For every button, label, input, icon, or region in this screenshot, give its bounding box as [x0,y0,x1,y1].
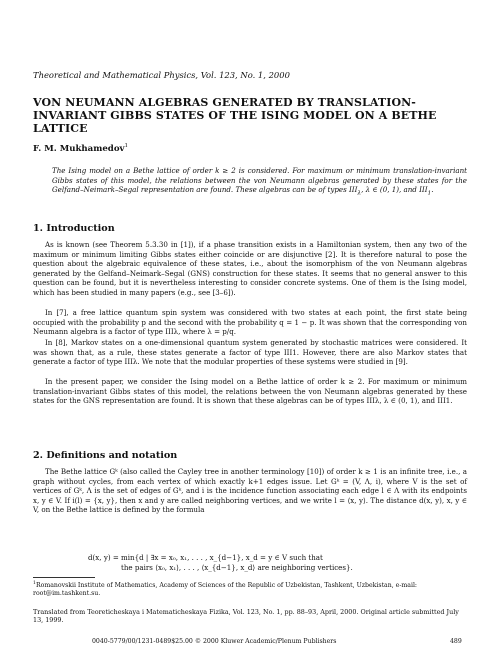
author-line [33,143,128,154]
abstract-end: . [431,185,434,195]
footnote-text: Romanovskii Institute of Mathematics, Academy of Sciences of the Republic of Uzbekistan, Tashkent, Uzbekistan, e-mail: root@im.tashkent.su. [33,582,418,598]
journal-header: Theoretical and Mathematical Physics, Vol. 123, No. 1, 2000 [33,70,290,80]
section-heading-definitions: 2. Definitions and notation [33,450,178,461]
footnote-divider [33,577,95,578]
paragraph-intro-2: In [7], a free lattice quantum spin system was considered with two states at each point, the first state being occupied with the probability p and the second with the probability q = 1 − p. It was shown that the corresponding von Neumann algebra is a factor of type IIIλ, where λ = p/q. [33,308,467,337]
distance-formula-line-2: the pairs ⟨x₀, x₁⟩, . . . , ⟨x_{d−1}, x_d⟩ are neighboring vertices}. [121,563,353,572]
footnote-mark: 1 [33,581,36,586]
distance-formula-line-1: d(x, y) = min{d | ∃x = x₀, x₁, . . . , x_{d−1}, x_d = y ∈ V such that [88,553,323,562]
translation-note: Translated from Teoreticheskaya i Matematicheskaya Fizika, Vol. 123, No. 1, pp. 88–93, April, 2000. Original article submitted July 13, 1999. [33,608,459,625]
abstract-text: The Ising model on a Bethe lattice of order k ≥ 2 is considered. For maximum or minimum translation-invariant Gibbs states of this model, the relations between the von Neumann algebras generated by these states for the Gelfand–Neimark–Segal representation are found. These algebras can be of types III [52,166,467,195]
paragraph-intro-4: In the present paper, we consider the Ising model on a Bethe lattice of order k ≥ 2. For maximum or minimum translation-invariant Gibbs states of this model, the relations between the von Neumann algebras generated by these states for the GNS representation are found. It is shown that these algebras can be of types IIIλ, λ ∈ (0, 1), and III1. [33,377,467,406]
abstract-sub-one: 1 [427,190,432,197]
paragraph-definitions-1: The Bethe lattice Gᵏ (also called the Cayley tree in another terminology [10]) of order k ≥ 1 is an infinite tree, i.e., a graph without cycles, from each vertex of which exactly k+1 edges issue. Let Gᵏ = (V, Λ, i), where V is the set of vertices of Gᵏ, Λ is the set of edges of Gᵏ, and i is the incidence function associating each edge l ∈ Λ with its endpoints x, y ∈ V. If i(l) = {x, y}, then x and y are called neighboring vertices, and we write l = ⟨x, y⟩. The distance d(x, y), x, y ∈ V, on the Bethe lattice is defined by the formula [33,467,467,515]
section-heading-introduction: 1. Introduction [33,223,115,234]
abstract-text-cont: , λ ∈ (0, 1), and III [361,185,428,195]
affiliation-footnote [33,580,467,598]
article-title: VON NEUMANN ALGEBRAS GENERATED BY TRANSLATION-INVARIANT GIBBS STATES OF THE ISING MODEL ON A BETHE LATTICE [33,96,437,135]
abstract-sub-lambda: λ [357,190,362,197]
author-name: F. M. Mukhamedov [33,143,125,154]
page-number: 489 [450,638,462,645]
abstract [52,166,467,199]
paragraph-intro-3: In [8], Markov states on a one-dimensional quantum system generated by stochastic matrices were considered. It was shown that, as a rule, these states generate a factor of type III1. However, there are also Markov states that generate a factor of type IIIλ. We note that the modular properties of these systems were studied in [9]. [33,338,467,367]
publisher-imprint: 0040-5779/00/1231-0489$25.00 © 2000 Kluwer Academic/Plenum Publishers [92,638,337,645]
paragraph-intro-1: As is known (see Theorem 5.3.30 in [1]), if a phase transition exists in a Hamiltonian system, then any two of the maximum or minimum limiting Gibbs states either coincide or are disjunctive [2]. It is therefore natural to pose the question about the algebraic equivalence of these states, i.e., about the isomorphism of the von Neumann algebras generated by the Gelfand–Neimark–Segal (GNS) construction for these states. It seems that no general answer to this question can be found, but it is nevertheless interesting to consider concrete systems. One of them is the Ising model, which has been studied in many papers (e.g., see [3–6]). [33,240,467,297]
author-footnote-mark: 1 [124,143,129,149]
